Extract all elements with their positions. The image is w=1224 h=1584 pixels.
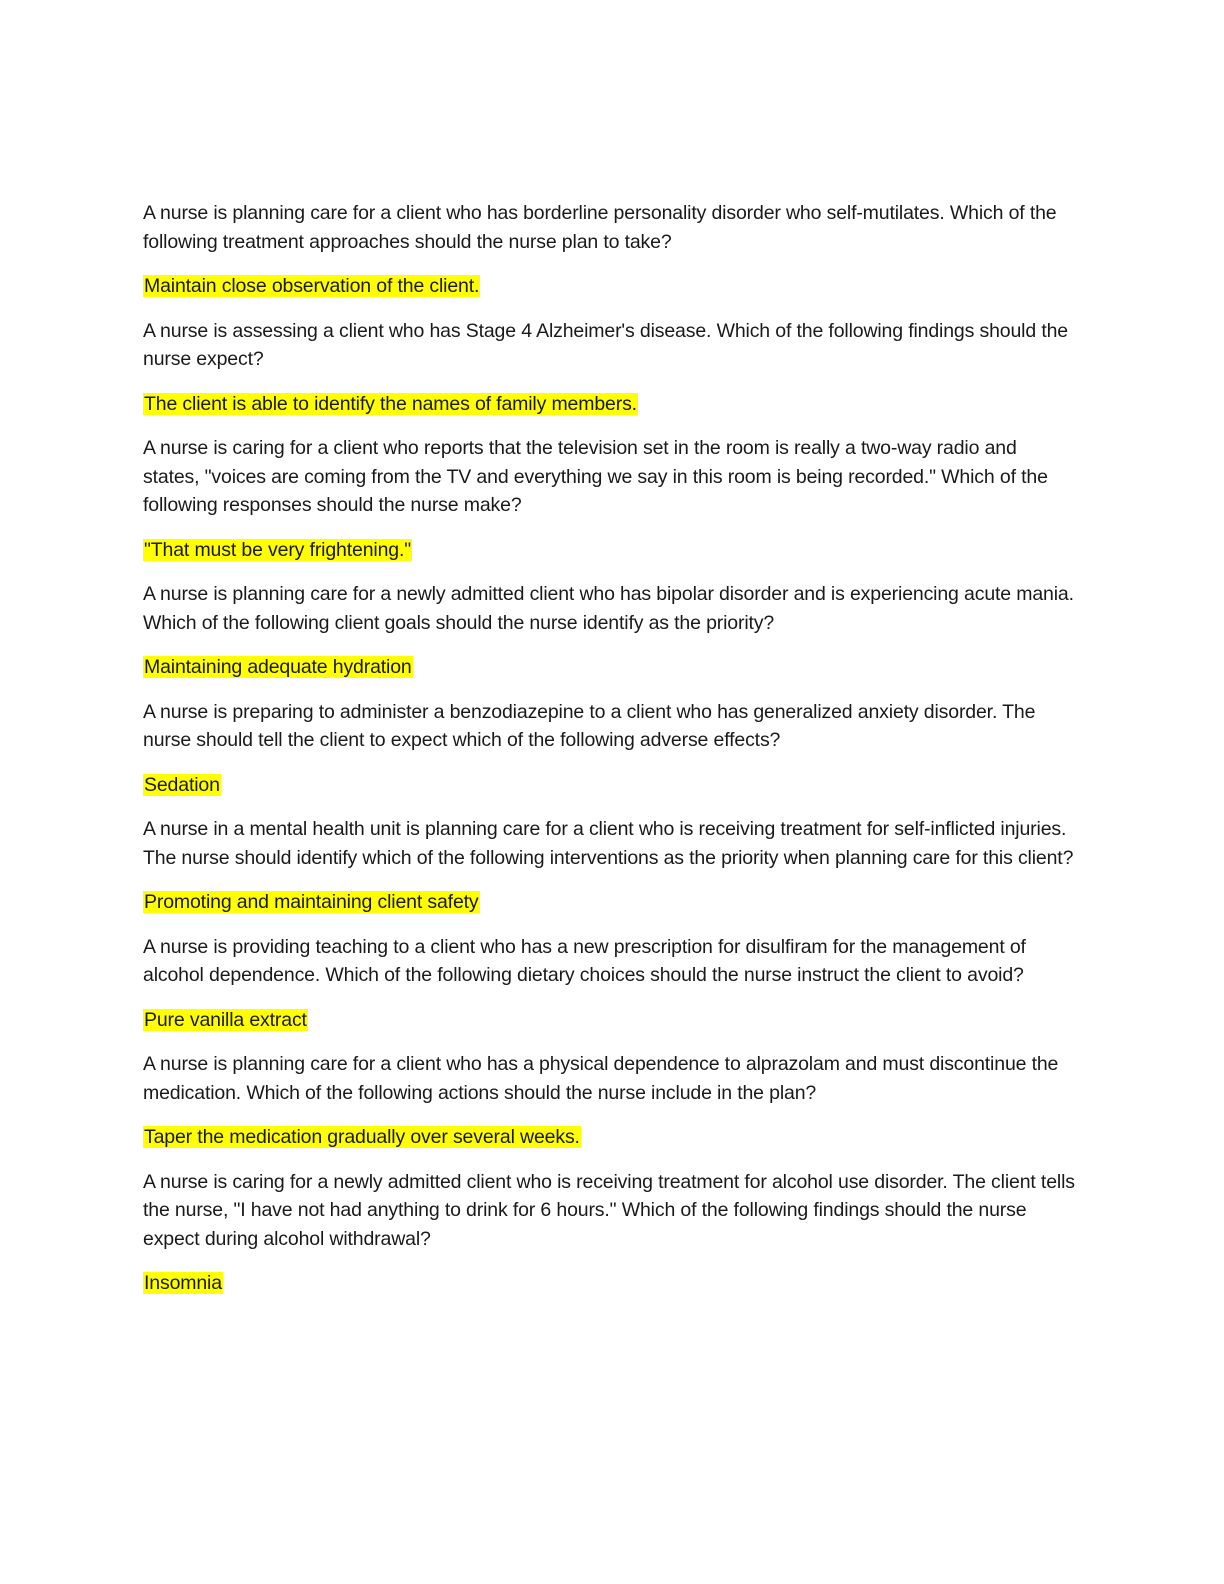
qa-item-7: [143, 933, 1078, 1035]
question-text: A nurse is preparing to administer a benzodiazepine to a client who has generalized anxiety disorder. The nurse should tell the client to expect which of the following adverse effects?: [143, 700, 1036, 751]
question-text: A nurse is planning care for a client who has a physical dependence to alprazolam and must discontinue the medication. Which of the following actions should the nurse include in the plan?: [143, 1053, 1059, 1104]
qa-item-9: [143, 1168, 1078, 1298]
answer-text: [143, 653, 1078, 682]
qa-item-2: [143, 317, 1078, 419]
highlighted-answer: Sedation: [144, 773, 220, 796]
question-text: A nurse is caring for a newly admitted client who is receiving treatment for alcohol use disorder. The client tells the nurse, "I have not had anything to drink for 6 hours." Which of the following findings should the nurse expect during alcohol withdrawal?: [143, 1170, 1075, 1250]
answer-text: [143, 536, 1078, 565]
question-text: A nurse is providing teaching to a client who has a new prescription for disulfiram for the management of alcohol dependence. Which of the following dietary choices should the nurse instruct the client to avoid?: [143, 935, 1026, 986]
answer-text: [143, 771, 1078, 800]
qa-item-1: [143, 199, 1078, 301]
qa-item-5: [143, 698, 1078, 800]
question-text: A nurse is assessing a client who has Stage 4 Alzheimer's disease. Which of the following findings should the nurse expect?: [143, 319, 1068, 370]
question-text: A nurse in a mental health unit is planning care for a client who is receiving treatment for self-inflicted injuries. The nurse should identify which of the following interventions as the priority when planning care for this client?: [143, 818, 1074, 869]
answer-text: [143, 390, 1078, 419]
question-text: A nurse is planning care for a newly admitted client who has bipolar disorder and is experiencing acute mania. Which of the following client goals should the nurse identify as the priority?: [143, 583, 1074, 634]
highlighted-answer: Pure vanilla extract: [144, 1008, 307, 1031]
highlighted-answer: "That must be very frightening.": [144, 538, 412, 561]
highlighted-answer: Insomnia: [144, 1272, 222, 1294]
question-text: A nurse is planning care for a client who has borderline personality disorder who self-mutilates. Which of the following treatment approaches should the nurse plan to take?: [143, 202, 1057, 253]
document-page: [143, 199, 1078, 1314]
highlighted-answer: Maintain close observation of the client.: [144, 275, 480, 297]
answer-text: [143, 1269, 1078, 1298]
qa-item-3: [143, 434, 1078, 564]
answer-text: [143, 1123, 1078, 1152]
question-text: A nurse is caring for a client who reports that the television set in the room is really a two-way radio and states, "voices are coming from the TV and everything we say in this room is being recorded." Which of the following responses should the nurse make?: [143, 437, 1048, 516]
highlighted-answer: Taper the medication gradually over several weeks.: [144, 1126, 580, 1148]
highlighted-answer: The client is able to identify the names of family members.: [144, 392, 637, 415]
qa-item-6: [143, 815, 1078, 917]
highlighted-answer: Promoting and maintaining client safety: [144, 891, 479, 913]
answer-text: [143, 272, 1078, 301]
highlighted-answer: Maintaining adequate hydration: [144, 656, 412, 678]
qa-item-8: [143, 1050, 1078, 1152]
qa-item-4: [143, 580, 1078, 682]
answer-text: [143, 888, 1078, 917]
answer-text: [143, 1006, 1078, 1035]
